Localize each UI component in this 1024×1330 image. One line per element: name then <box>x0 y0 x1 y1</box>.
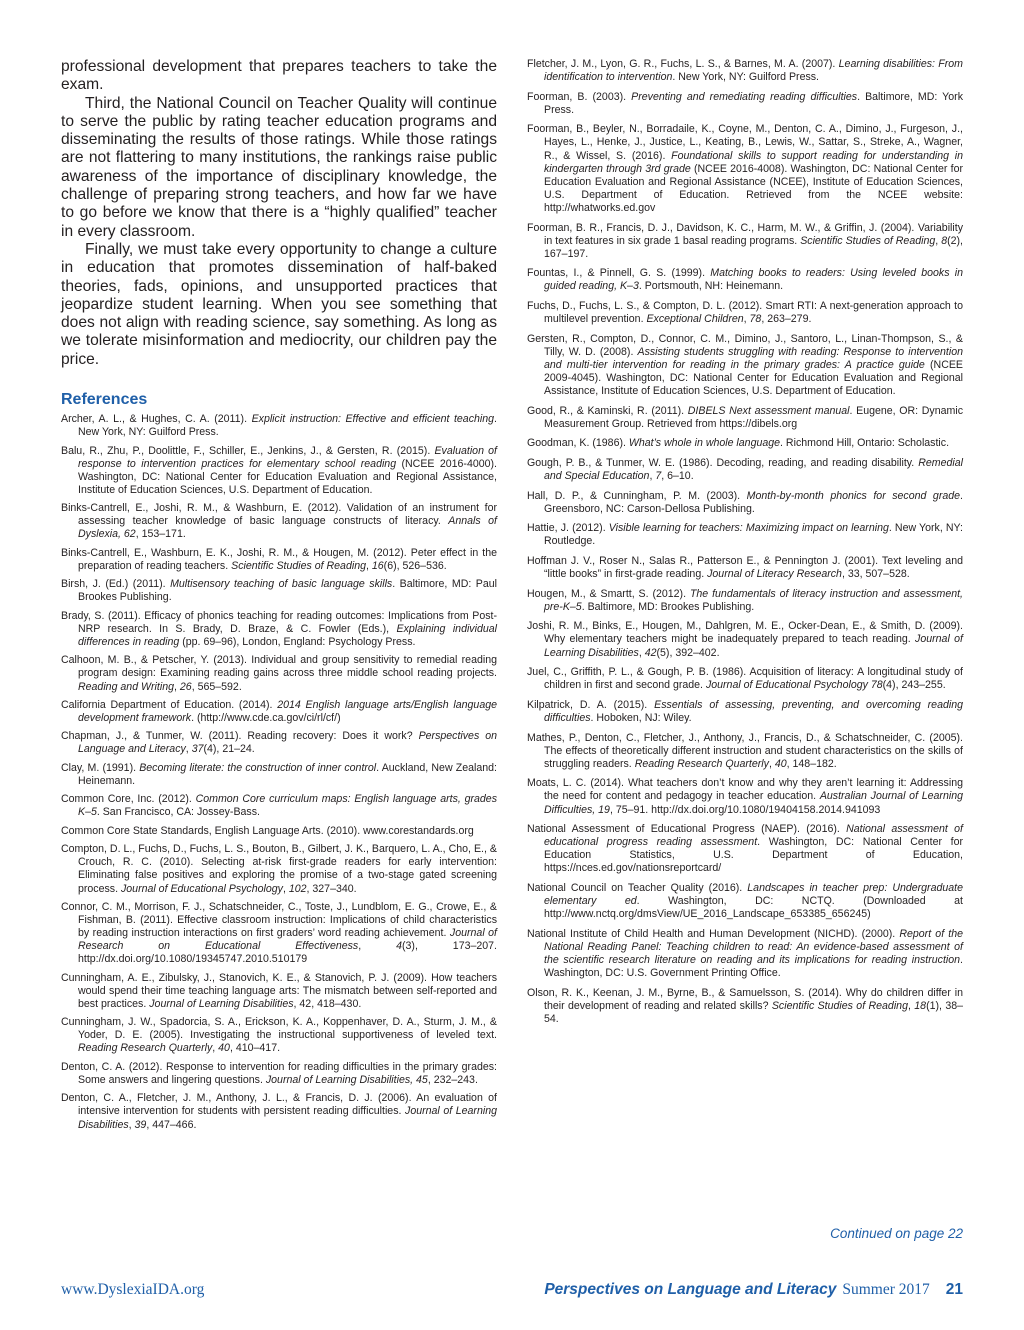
body-paragraph-1: professional development that prepares teachers to take the exam. <box>61 58 497 94</box>
reference-entry <box>61 972 497 1011</box>
reference-title: Reading Research Quarterly <box>634 757 769 770</box>
reference-title: Learning disabilities: From identification to intervention <box>544 58 963 84</box>
reference-entry <box>527 823 963 875</box>
right-column <box>527 58 963 1032</box>
reference-entry <box>61 1061 497 1087</box>
reference-text: (1), 38–54. <box>544 999 964 1025</box>
reference-title: Scientific Studies of Reading <box>231 559 366 572</box>
reference-text: Moats, L. C. (2014). What teachers don’t know and why they aren’t learning it: Addressing the need for content and pedagogy in teacher education. <box>527 777 963 803</box>
reference-text: , <box>212 1042 219 1055</box>
reference-title: Reading and Writing <box>78 680 174 693</box>
reference-title: Evaluation of response to intervention practices for elementary school reading <box>78 444 497 470</box>
reference-text: , <box>768 757 775 770</box>
reference-text: , <box>358 940 397 953</box>
reference-title: 8 <box>941 234 948 247</box>
reference-text: California Department of Education. (2014). <box>61 698 278 711</box>
reference-entry <box>61 901 497 966</box>
reference-text: (2), 167–197. <box>544 234 963 260</box>
reference-text: , <box>649 470 656 483</box>
reference-title: Explicit instruction: Effective and efficient teaching <box>251 413 495 426</box>
reference-title: 40 <box>774 757 787 770</box>
reference-title: Journal of Learning Disabilities <box>78 1105 497 1131</box>
reference-title: Preventing and remediating reading difficulties <box>631 90 858 103</box>
reference-title: Scientific Studies of Reading <box>800 234 936 247</box>
reference-title: Common Core curriculum maps: English language arts, grades K–5 <box>78 793 497 819</box>
reference-text: Common Core State Standards, English Language Arts. (2010). www.corestandards.org <box>61 824 474 837</box>
reference-text: National Assessment of Educational Progress (NAEP). (2016). <box>527 823 847 836</box>
reference-text: (5), 392–402. <box>656 646 720 659</box>
reference-entry <box>527 987 963 1026</box>
reference-text: . Eugene, OR: Dynamic Measurement Group. Retrieved from https://dibels.org <box>544 404 963 430</box>
reference-entry <box>527 666 963 692</box>
reference-text: . Baltimore, MD: Paul Brookes Publishing. <box>78 578 497 604</box>
reference-title: 42 <box>644 646 657 659</box>
reference-entry <box>527 300 963 326</box>
reference-text: , 153–171. <box>135 528 186 541</box>
reference-title: Matching books to readers: Using leveled books in guided reading, K–3 <box>544 267 963 293</box>
reference-text: , <box>174 680 180 693</box>
reference-text: Chapman, J., & Tunmer, W. (2011). Reading recovery: Does it work? <box>61 730 419 743</box>
reference-text: (6), 526–536. <box>383 559 447 572</box>
references-list-left <box>61 413 497 1132</box>
footer-url-link[interactable]: www.DyslexiaIDA.org <box>61 1281 205 1298</box>
reference-text: . Washington, DC: NCTQ. (Downloaded at http://www.nctq.org/dmsView/UE_2016_Landscape_653385_656245) <box>544 895 963 921</box>
reference-text: . Washington, DC: U.S. Government Printing Office. <box>544 953 963 980</box>
reference-entry <box>61 1092 497 1131</box>
reference-title: Journal of Educational Psychology <box>120 882 283 895</box>
reference-entry <box>61 413 497 439</box>
reference-text: (4), 21–24. <box>203 743 255 756</box>
reference-text: Fuchs, D., Fuchs, L. S., & Compton, D. L. (2012). Smart RTI: A next-generation approach to multilevel prevention. <box>527 300 963 326</box>
reference-text: . Richmond Hill, Ontario: Scholastic. <box>780 437 950 450</box>
reference-text: (3), 173–207. http://dx.doi.org/10.1080/19345747.2010.510179 <box>78 940 497 966</box>
reference-text: , <box>935 234 942 247</box>
reference-text: , 75–91. http://dx.doi.org/10.1080/19404158.2014.941093 <box>609 803 881 816</box>
body-paragraph-3: Finally, we must take every opportunity to change a culture in education that promotes dissemination of half-baked theories, fads, opinions, and unsupported practices that jeopardize student learning. When you see something that does not align with reading science, say something. As long as we tolerate misinformation and mediocrity, our children pay the price. <box>61 240 497 368</box>
reference-text: Hoffman J. V., Roser N., Salas R., Patterson E., & Pennington J. (2001). Text leveling and “little books” in first-grade reading. <box>527 555 963 581</box>
reference-text: Foorman, B. R., Francis, D. J., Davidson, K. C., Harm, M. W., & Griffin, J. (2004). Variability in text features in six grade 1 basal reading programs. <box>527 221 963 247</box>
reference-text: Gough, P. B., & Tunmer, W. E. (1986). Decoding, reading, and reading disability. <box>527 456 919 469</box>
reference-title: Scientific Studies of Reading <box>771 999 908 1012</box>
reference-title: 2014 English language arts/English language development framework <box>78 698 497 724</box>
reference-title: Report of the National Reading Panel: Teaching children to read: An evidence-based assessment of the scientific research literature on reading and its implications for reading instruction <box>544 927 964 966</box>
reference-text: . Baltimore, MD: Brookes Publishing. <box>581 600 755 613</box>
reference-text: Balu, R., Zhu, P., Doolittle, F., Schiller, E., Jenkins, J., & Gersten, R. (2015). <box>61 444 435 457</box>
reference-text: (4), 243–255. <box>882 679 946 692</box>
reference-entry <box>61 502 497 541</box>
reference-text: Foorman, B., Beyler, N., Borradaile, K., Coyne, M., Denton, C. A., Dimino, J., Furgeson, J., Hayes, L., Henke, J., Justice, L., Keating, B., Lewis, W., Sattar, S., Streke, A., Wagner, R., & Wissel, S. (2016). <box>527 123 963 162</box>
reference-text: , <box>638 646 645 659</box>
reference-title: Remedial and Special Education <box>544 456 963 483</box>
reference-title: The fundamentals of literacy instruction and assessment, pre-K–5 <box>544 587 963 613</box>
reference-title: Landscapes in teacher prep: Undergraduate elementary ed <box>544 881 963 908</box>
reference-text: Common Core, Inc. (2012). <box>61 793 196 806</box>
reference-entry <box>527 437 963 450</box>
reference-text: , <box>907 999 915 1012</box>
reference-text: . Greensboro, NC: Carson-Dellosa Publishing. <box>544 489 963 515</box>
reference-entry <box>61 730 497 756</box>
reference-text: , <box>365 559 372 572</box>
reference-text: , 447–466. <box>146 1118 197 1131</box>
reference-text: , 42, 418–430. <box>293 997 362 1010</box>
reference-title: Becoming literate: the construction of inner control <box>139 761 377 774</box>
reference-text: , 565–592. <box>191 680 242 693</box>
reference-text: Fletcher, J. M., Lyon, G. R., Fuchs, L. S., & Barnes, M. A. (2007). <box>527 58 839 70</box>
reference-text: , 327–340. <box>306 882 357 895</box>
reference-entry <box>61 445 497 497</box>
reference-text: Clay, M. (1991). <box>61 761 140 774</box>
reference-text: Cunningham, J. W., Spadorcia, S. A., Erickson, K. A., Koppenhaver, D. A., Sturm, J. M., & Yoder, D. E. (2005). Investigating the instructional supportiveness of leveled text. <box>61 1016 497 1042</box>
reference-entry <box>527 620 963 659</box>
reference-entry <box>61 793 497 819</box>
reference-text: . (http://www.cde.ca.gov/ci/rl/cf/) <box>191 712 341 724</box>
reference-title: Foundational skills to support reading for understanding in kindergarten through 3rd grade <box>544 149 964 175</box>
reference-text: Mathes, P., Denton, C., Fletcher, J., Anthony, J., Francis, D., & Schatschneider, C. (2005). The effects of theoretically different instruction and student characteristics on the skills of struggling readers. <box>527 731 963 770</box>
reference-entry <box>61 578 497 604</box>
page-footer <box>61 1281 963 1303</box>
reference-text: , <box>282 882 289 895</box>
reference-title: Visible learning for teachers: Maximizing impact on learning <box>608 522 889 535</box>
reference-title: 78 <box>749 313 762 326</box>
continued-note: Continued on page 22 <box>830 1226 963 1241</box>
reference-text: Hougen, M., & Smartt, S. (2012). <box>527 587 690 600</box>
reference-title: DIBELS Next assessment manual <box>687 404 850 417</box>
reference-text: Denton, C. A. (2012). Response to intervention for reading difficulties in the primary grades: Some answers and lingering questions. <box>61 1060 497 1086</box>
reference-entry <box>61 843 497 895</box>
reference-title: Journal of Literacy Research <box>707 568 842 581</box>
reference-text: , <box>743 313 750 326</box>
reference-text: (NCEE 2016-4008). Washington, DC: National Center for Education Evaluation and Regional Assistance (NCEE), Institute of Education Sciences, U.S. Department of Education. Retrieved from the NCEE website: http://whatworks.ed.gov <box>544 162 964 214</box>
reference-text: Calhoon, M. B., & Petscher, Y. (2013). Individual and group sensitivity to remedial reading program design: Examining reading gains across three middle school reading projects. <box>61 654 497 680</box>
reference-title: Journal of Educational Psychology 78 <box>705 679 883 692</box>
reference-text: , 232–243. <box>427 1073 478 1086</box>
reference-text: Kilpatrick, D. A. (2015). <box>527 698 655 711</box>
reference-text: Fountas, I., & Pinnell, G. S. (1999). <box>527 267 711 280</box>
reference-text: Cunningham, A. E., Zibulsky, J., Stanovich, K. E., & Stanovich, P. J. (2009). How teachers would spend their time teaching language arts: The mismatch between self-reported and best practices. <box>61 971 497 1010</box>
reference-title: Annals of Dyslexia, 62 <box>78 515 497 541</box>
reference-text: . New York, NY: Guilford Press. <box>672 71 819 84</box>
reference-entry <box>61 610 497 649</box>
reference-entry <box>527 222 963 261</box>
reference-title: Journal of Learning Disabilities, 45 <box>265 1073 428 1086</box>
reference-text: . New York, NY: Routledge. <box>544 522 963 548</box>
reference-entry <box>61 762 497 788</box>
reference-entry <box>61 654 497 693</box>
reference-entry <box>527 333 963 398</box>
footer-journal-title: Perspectives on Language and Literacy <box>544 1281 837 1298</box>
body-paragraph-2: Third, the National Council on Teacher Quality will continue to serve the public by rating teacher education programs and disseminating the results of those ratings. While those ratings are not flattering to many institutions, the rankings raise public awareness of the importance of disciplinary knowledge, the challenge of preparing strong teachers, and how far we have to go before we know that there is a “highly qualified” teacher in every classroom. <box>61 94 497 240</box>
reference-text: (NCEE 2016-4000). Washington, DC: National Center for Education Evaluation and Regional Assistance, Institute of Education Sciences, U.S. Department of Education. <box>78 457 497 496</box>
references-list-right <box>527 58 963 1026</box>
reference-text: , 148–182. <box>786 757 837 770</box>
reference-entry <box>61 825 497 838</box>
left-column <box>61 58 497 1137</box>
reference-title: 26 <box>179 680 192 693</box>
reference-entry <box>527 732 963 771</box>
references-heading: References <box>61 391 148 409</box>
reference-text: . Hoboken, NJ: Wiley. <box>590 711 692 724</box>
reference-title: Journal of Learning Disabilities <box>149 997 294 1010</box>
reference-text: Foorman, B. (2003). <box>527 90 632 103</box>
reference-text: , 33, 507–528. <box>841 568 910 581</box>
page-number: 21 <box>945 1281 963 1298</box>
reference-text: . San Francisco, CA: Jossey-Bass. <box>96 806 260 819</box>
reference-entry <box>527 58 963 84</box>
reference-text: , <box>128 1118 135 1131</box>
reference-title: What’s whole in whole language <box>628 437 781 450</box>
reference-title: National assessment of educational progress reading assessment <box>544 823 963 849</box>
reference-entry <box>527 522 963 548</box>
reference-entry <box>527 405 963 431</box>
reference-text: , 263–279. <box>761 313 812 326</box>
reference-text: Connor, C. M., Morrison, F. J., Schatschneider, C., Toste, J., Lundblom, E. G., Crowe, E., & Fishman, B. (2011). Effective classroom instruction: Implications of child characteristics by reading instruction interactions on first graders’ word reading achievement. <box>61 900 497 940</box>
reference-title: 39 <box>134 1118 147 1131</box>
reference-entry <box>527 699 963 725</box>
reference-text: Binks-Cantrell, E., Washburn, E. K., Joshi, R. M., & Hougen, M. (2012). Peter effect in the preparation of reading teachers. <box>61 546 497 572</box>
reference-entry <box>527 123 963 215</box>
reference-entry <box>527 588 963 614</box>
reference-entry <box>61 547 497 573</box>
reference-text: (NCEE 2009-4045). Washington, DC: National Center for Education Evaluation and Regional Assistance, Institute of Education Sciences, U.S. Department of Education. <box>544 358 963 398</box>
reference-title: 4 <box>396 940 402 953</box>
reference-title: 7 <box>655 470 662 483</box>
reference-title: 18 <box>914 999 927 1012</box>
reference-title: Journal of Learning Disabilities <box>544 633 963 659</box>
reference-title: 102 <box>288 882 307 895</box>
reference-entry <box>527 928 963 980</box>
reference-text: Binks-Cantrell, E., Joshi, R. M., & Washburn, E. (2012). Validation of an instrument for assessing teacher knowledge of basic language constructs of literacy. <box>61 502 497 528</box>
reference-text: Hattie, J. (2012). <box>527 522 609 535</box>
reference-text: , <box>185 743 192 756</box>
reference-title: Perspectives on Language and Literacy <box>78 730 497 756</box>
reference-entry <box>527 777 963 816</box>
reference-entry <box>61 1016 497 1055</box>
reference-text: (pp. 69–96), London, England: Psychology Press. <box>179 635 416 648</box>
reference-title: Australian Journal of Learning Difficulties, 19 <box>544 790 963 816</box>
reference-title: Reading Research Quarterly <box>78 1042 213 1055</box>
reference-entry <box>527 267 963 293</box>
reference-text: Brady, S. (2011). Efficacy of phonics teaching for reading outcomes: Implications from Post-NRP research. In S. Brady, D. Braze, & C. Fowler (Eds.), <box>61 609 497 635</box>
reference-entry <box>527 457 963 483</box>
reference-title: 16 <box>371 559 384 572</box>
reference-title: Exceptional Children <box>646 313 744 326</box>
reference-text: Good, R., & Kaminski, R. (2011). <box>527 404 688 417</box>
reference-entry <box>527 490 963 516</box>
reference-text: . Portsmouth, NH: Heinemann. <box>638 280 784 293</box>
reference-title: 37 <box>191 743 204 756</box>
reference-text: Olson, R. K., Keenan, J. M., Byrne, B., & Samuelsson, S. (2014). Why do children differ in their development of reading and related skills? <box>527 986 963 1012</box>
reference-text: , 6–10. <box>661 470 694 483</box>
reference-text: Joshi, R. M., Binks, E., Hougen, M., Dahlgren, M. E., Ocker-Dean, E., & Smith, D. (2009). Why elementary teachers might be inadequately prepared to teach reading. <box>527 620 963 646</box>
reference-entry <box>527 882 963 921</box>
reference-text: , 410–417. <box>229 1042 281 1055</box>
reference-text: . Baltimore, MD: York Press. <box>544 90 963 116</box>
reference-text: National Council on Teacher Quality (2016). <box>527 881 748 894</box>
reference-text: Compton, D. L., Fuchs, D., Fuchs, L. S., Bouton, B., Gilbert, J. K., Barquero, L. A., Cho, E., & Crouch, R. C. (2010). Selecting at-risk first-grade readers for early intervention: Eliminating false positives and exploring the promise of a two-stage gated screening process. <box>61 843 497 895</box>
reference-text: Archer, A. L., & Hughes, C. A. (2011). <box>61 413 252 426</box>
reference-entry <box>61 699 497 725</box>
reference-text: Denton, C. A., Fletcher, J. M., Anthony, J. L., & Francis, D. J. (2006). An evaluation of intensive intervention for students with persistent reading difficulties. <box>61 1092 497 1118</box>
footer-publication <box>544 1281 963 1299</box>
reference-text: Goodman, K. (1986). <box>527 437 629 450</box>
footer-issue: Summer 2017 <box>842 1281 930 1298</box>
reference-text: National Institute of Child Health and Human Development (NICHD). (2000). <box>527 927 900 940</box>
reference-title: Journal of Research on Educational Effectiveness <box>78 927 497 953</box>
reference-title: Essentials of assessing, preventing, and overcoming reading difficulties <box>544 698 963 724</box>
reference-title: Assisting students struggling with reading: Response to intervention and multi-tier intervention for reading in the primary grades: A practice guide <box>544 345 964 371</box>
reference-text: Birsh, J. (Ed.) (2011). <box>61 578 171 591</box>
reference-text: Hall, D. P., & Cunningham, P. M. (2003). <box>527 489 747 502</box>
reference-text: . Washington, DC: National Center for Education Statistics, U.S. Department of Education, https://nces.ed.gov/nationsreportcard/ <box>544 836 963 875</box>
reference-text: . New York, NY: Guilford Press. <box>78 413 497 439</box>
reference-text: Gersten, R., Compton, D., Connor, C. M., Dimino, J., Santoro, L., Linan-Thompson, S., & Tilly, W. D. (2008). <box>527 332 963 358</box>
reference-title: Month-by-month phonics for second grade <box>746 489 961 502</box>
reference-entry <box>527 91 963 117</box>
reference-text: . Auckland, New Zealand: Heinemann. <box>78 761 498 787</box>
reference-title: Explaining individual differences in reading <box>78 622 497 648</box>
reference-title: Multisensory teaching of basic language skills <box>170 578 393 591</box>
reference-title: 40 <box>218 1042 230 1055</box>
reference-entry <box>527 555 963 581</box>
reference-text: Juel, C., Griffith, P. L., & Gough, P. B. (1986). Acquisition of literacy: A longitudinal study of children in first and second grade. <box>527 666 963 692</box>
